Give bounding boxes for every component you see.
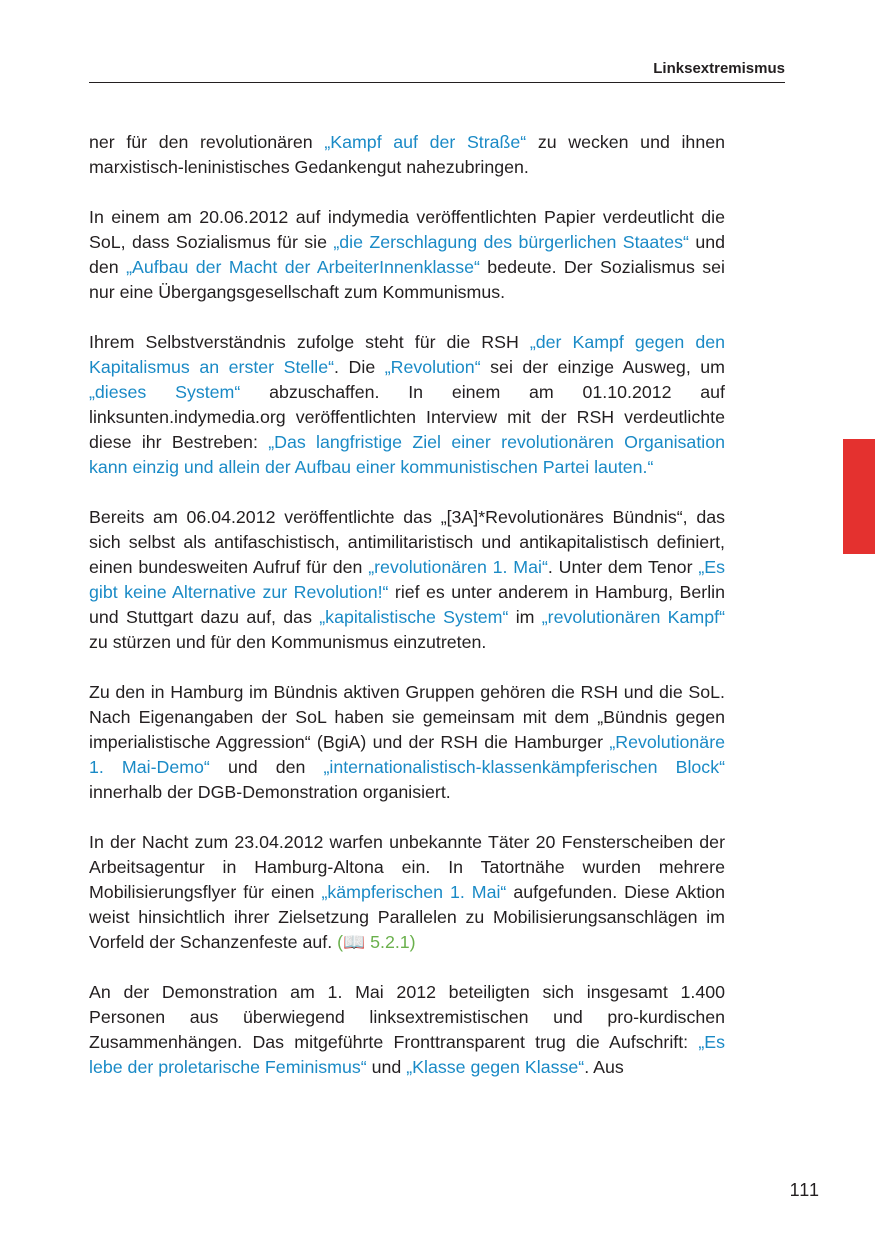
quotation: „dieses System“	[89, 382, 241, 402]
text-run: zu wecken und ihnen marxistisch-leninistisches Gedankengut nahezubringen.	[89, 132, 725, 177]
text-run: abzuschaffen. In einem am 01.10.2012 auf linksunten.indymedia.org veröffentlichten Interview mit der RSH verdeutlichte diese ihr Bestreben:	[89, 382, 725, 452]
text-run: Bereits am 06.04.2012 veröffentlichte das „[3A]*Revolutionäres Bündnis“, das sich selbst als antifaschistisch, antimilitaristisch und antikapitalistisch definiert, einen bundesweiten Aufruf für den	[89, 507, 725, 577]
text-run: Ihrem Selbstverständnis zufolge steht für die RSH	[89, 332, 530, 352]
text-run: ner für den revolutionären	[89, 132, 325, 152]
quotation: „der Kampf gegen den Kapitalismus an erster Stelle“	[89, 332, 725, 377]
text-run: In einem am 20.06.2012 auf indymedia veröffentlichten Papier verdeutlicht die SoL, dass Sozialismus für sie	[89, 207, 725, 252]
text-run: bedeute. Der Sozialismus sei nur eine Übergangsgesellschaft zum Kommunismus.	[89, 257, 725, 302]
paragraph	[89, 680, 725, 805]
text-run: zu stürzen und für den Kommunismus einzutreten.	[89, 632, 487, 652]
quotation: „Kampf auf der Straße“	[324, 132, 527, 152]
quotation: „die Zerschlagung des bürgerlichen Staates“	[333, 232, 689, 252]
text-run: sei der einzige Ausweg, um	[480, 357, 725, 377]
quotation: „Revolution“	[384, 357, 481, 377]
text-run: innerhalb der DGB-Demonstration organisiert.	[89, 782, 451, 802]
quotation: „revolutionären 1. Mai“	[368, 557, 548, 577]
text-run: . Unter dem Tenor	[547, 557, 699, 577]
text-run: rief es unter anderem in Hamburg, Berlin und Stuttgart dazu auf, das	[89, 582, 726, 627]
paragraph	[89, 330, 725, 480]
quotation: „Es lebe der proletarische Feminismus“	[89, 1032, 725, 1077]
text-run: und den	[209, 757, 324, 777]
running-header	[89, 58, 785, 83]
paragraph	[89, 205, 725, 305]
quotation: „Aufbau der Macht der ArbeiterInnenklasse“	[126, 257, 480, 277]
quotation: „Klasse gegen Klasse“	[406, 1057, 585, 1077]
quotation: „Das langfristige Ziel einer revolutionären Organisation kann einzig und allein der Aufbau einer kommunistischen Partei lauten.“	[89, 432, 725, 477]
text-run: . Aus	[584, 1057, 624, 1077]
text-run: An der Demonstration am 1. Mai 2012 beteiligten sich insgesamt 1.400 Personen aus überwiegend linksextremistischen und pro-kurdischen Zusammenhängen. Das mitgeführte Fronttransparent trug die Aufschrift:	[89, 982, 725, 1052]
text-run: aufgefunden. Diese Aktion weist hinsichtlich ihrer Zielsetzung Parallelen zu Mobilisierungsanschlägen im Vorfeld der Schanzenfeste auf.	[89, 882, 725, 952]
text-run: und den	[89, 232, 726, 277]
paragraph	[89, 980, 725, 1080]
body-text	[89, 130, 725, 1105]
text-run: In der Nacht zum 23.04.2012 warfen unbekannte Täter 20 Fensterscheiben der Arbeitsagentur in Hamburg-Altona ein. In Tatortnähe wurden mehrere Mobilisierungsflyer für einen	[89, 832, 725, 902]
text-run: Zu den in Hamburg im Bündnis aktiven Gruppen gehören die RSH und die SoL. Nach Eigenangaben der SoL haben sie gemeinsam mit dem „Bündnis gegen imperialistische Aggression“ (BgiA) und der RSH die Hamburger	[89, 682, 725, 752]
paragraph	[89, 130, 725, 180]
quotation: „Revolutionäre 1. Mai-Demo“	[89, 732, 725, 777]
chapter-tab-marker	[843, 439, 875, 554]
quotation: „revolutionären Kampf“	[541, 607, 725, 627]
quotation: „kapitalistische System“	[319, 607, 509, 627]
quotation: „internationalistisch-klassenkämpferischen Block“	[323, 757, 726, 777]
cross-reference-link[interactable]: (📖 5.2.1)	[337, 932, 416, 952]
text-run: im	[508, 607, 542, 627]
page-number: 111	[789, 1180, 820, 1200]
quotation: „Es gibt keine Alternative zur Revolution!“	[89, 557, 725, 602]
text-run: und	[366, 1057, 407, 1077]
section-title: Linksextremismus	[653, 60, 785, 77]
text-run: . Die	[334, 357, 385, 377]
paragraph	[89, 830, 725, 955]
paragraph	[89, 505, 725, 655]
quotation: „kämpferischen 1. Mai“	[321, 882, 507, 902]
